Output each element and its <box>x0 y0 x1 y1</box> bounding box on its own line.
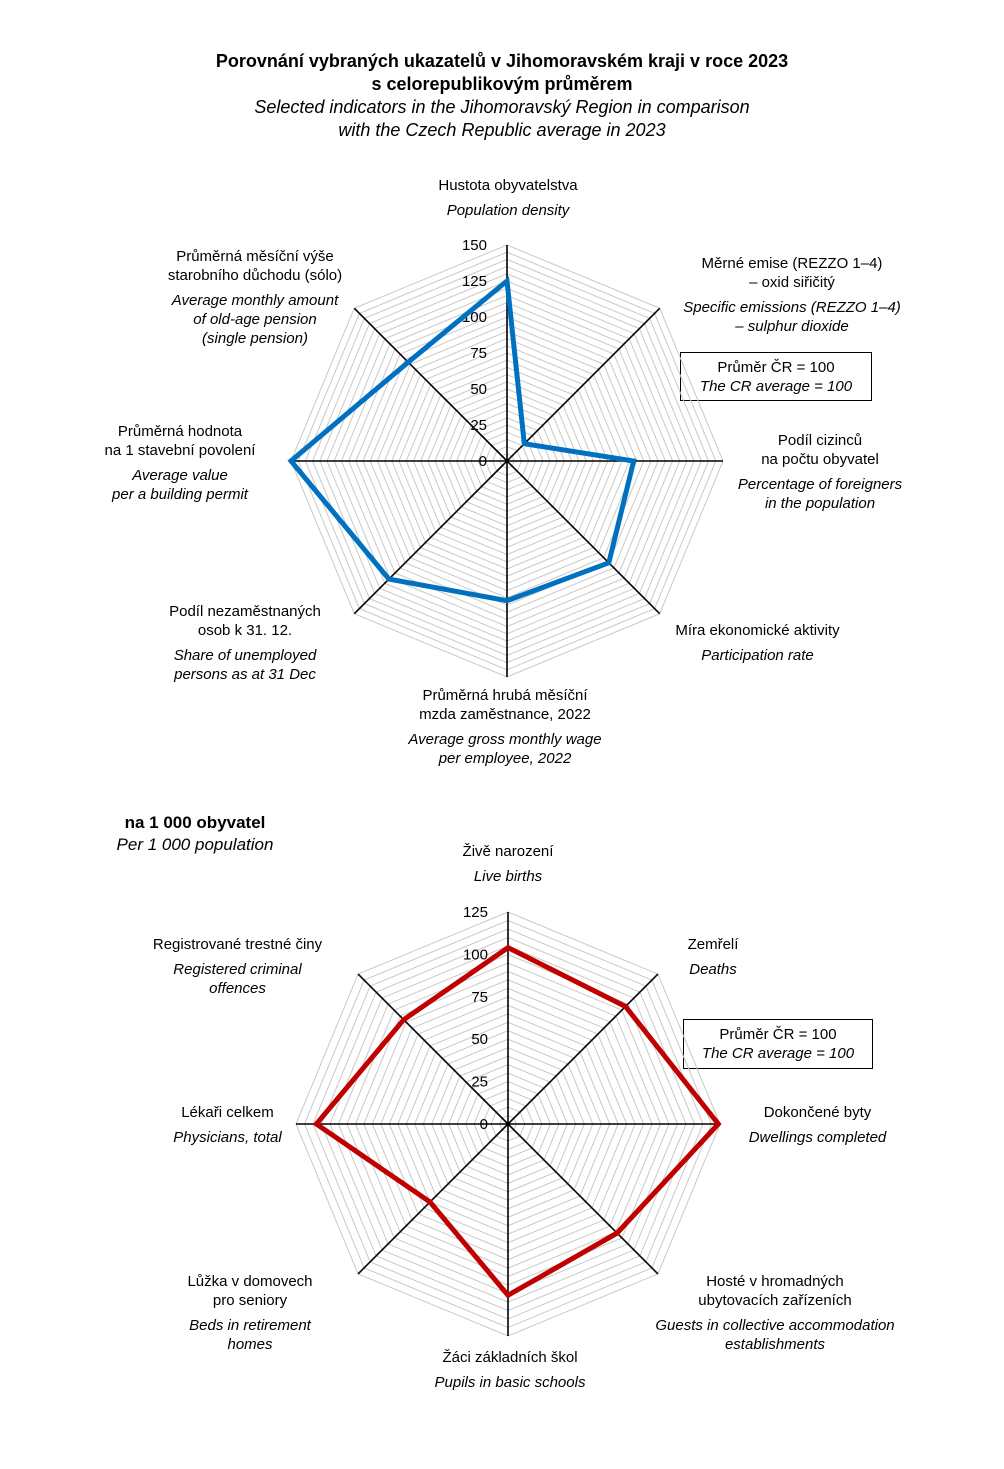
chart1-axis-label-en: per a building permit <box>112 486 248 503</box>
chart2-reference-en: The CR average = 100 <box>701 1045 855 1062</box>
chart2-axis-label <box>725 1103 910 1147</box>
chart2-tick-label: 50 <box>471 1031 488 1049</box>
chart1-axis-label-cz: Podíl nezaměstnaných <box>169 603 321 620</box>
chart1-tick-label: 50 <box>470 381 487 398</box>
chart1-axis-spoke <box>354 461 507 614</box>
chart1-tick-label: 150 <box>461 237 487 254</box>
chart1-axis-label-en: Share of unemployed <box>173 647 317 664</box>
chart1-axis-label-cz: na 1 stavební povolení <box>104 442 256 459</box>
chart2-axis-label-cz: pro seniory <box>212 1292 288 1309</box>
chart2-axis-label-cz: ubytovacích zařízeních <box>698 1292 852 1309</box>
chart2-heading-cz: na 1 000 obyvatel <box>124 813 266 832</box>
title-en-line1: Selected indicators in the Jihomoravský Region in comparison <box>254 97 750 117</box>
title-cz-line1: Porovnání vybraných ukazatelů v Jihomoravském kraji v roce 2023 <box>215 51 789 71</box>
chart2-axis-label-cz: Zemřelí <box>687 936 739 953</box>
chart1-axis-label <box>140 602 350 684</box>
chart2-tick-label: 125 <box>462 904 488 921</box>
chart2-axis-label <box>125 935 350 998</box>
chart1-axis-label-cz: – oxid siřičitý <box>749 274 835 291</box>
chart1-tick-label: 125 <box>461 273 487 290</box>
chart1-axis-label <box>370 686 640 768</box>
chart2-axis-label-en: Deaths <box>689 961 737 978</box>
chart2-axis-label-en: Live births <box>473 868 543 885</box>
chart1-axis-label-en: persons as at 31 Dec <box>174 666 316 683</box>
chart1-reference-cz: Průměr ČR = 100 <box>717 359 835 376</box>
chart2-axis-label-en: homes <box>227 1336 273 1353</box>
chart2-axis-label-cz: Žáci základních škol <box>442 1349 578 1366</box>
chart1-axis-label-cz: Průměrná hrubá měsíční <box>422 687 588 704</box>
chart1-axis-label <box>120 247 390 348</box>
chart2-tick-label: 25 <box>471 1073 488 1091</box>
chart1-axis-label-cz: Míra ekonomické aktivity <box>675 622 840 639</box>
chart2-heading-en: Per 1 000 population <box>116 835 274 854</box>
chart1-axis-label-en: Percentage of foreigners <box>737 476 903 493</box>
chart2-axis-label-cz: Lékaři celkem <box>181 1104 274 1121</box>
chart2-tick-label: 100 <box>462 946 488 964</box>
title-en-line2: with the Czech Republic average in 2023 <box>338 120 666 140</box>
chart1-axis-label-cz: osob k 31. 12. <box>197 622 293 639</box>
title-cz-line2: s celorepublikovým průměrem <box>371 74 633 94</box>
chart1-axis-label <box>652 254 932 336</box>
chart2-tick-label: 0 <box>479 1116 488 1133</box>
chart1-axis-label-en: – sulphur dioxide <box>735 318 849 335</box>
chart2-axis-label-cz: Lůžka v domovech <box>187 1273 313 1290</box>
chart1-axis-label <box>80 422 280 504</box>
chart1-axis-label-en: Average gross monthly wage <box>408 731 602 748</box>
chart2-axis-label-en: Registered criminal <box>173 961 302 978</box>
chart2-axis-spoke <box>508 974 658 1124</box>
chart1-axis-label-en: Average value <box>132 467 228 484</box>
chart1-axis-label-en: of old-age pension <box>193 311 317 328</box>
chart1-axis-label-cz: mzda zaměstnance, 2022 <box>419 706 591 723</box>
chart2-axis-label <box>408 842 608 886</box>
chart2-axis-label-cz: Živě narození <box>462 843 554 860</box>
chart1-axis-label-cz: Hustota obyvatelstva <box>438 177 578 194</box>
chart2-axis-label-cz: Hosté v hromadných <box>706 1273 844 1290</box>
chart2-axis-label <box>638 935 788 979</box>
chart2-series-line <box>316 948 718 1296</box>
chart2-axis-label <box>400 1348 620 1392</box>
chart1-axis-label-cz: starobního důchodu (sólo) <box>167 267 343 284</box>
chart2-axis-label-cz: Dokončené byty <box>763 1104 872 1121</box>
chart2-tick-label: 75 <box>471 988 488 1006</box>
chart1-axis-label <box>705 431 935 513</box>
chart1-axis-label-en: Population density <box>446 202 570 219</box>
chart2-axis-label-en: Guests in collective accommodation <box>655 1317 895 1334</box>
chart2-axis-label-en: establishments <box>724 1336 826 1353</box>
chart1-axis-label-cz: na počtu obyvatel <box>761 451 879 468</box>
chart2-axis-label <box>150 1272 350 1354</box>
chart1-tick-label: 25 <box>470 417 487 434</box>
chart1-tick-label: 100 <box>461 309 487 326</box>
chart2-axis-label-en: Dwellings completed <box>748 1129 887 1146</box>
chart1-tick-label: 75 <box>470 345 487 362</box>
chart1-axis-label-cz: Průměrná hodnota <box>117 423 243 440</box>
chart2-axis-label-cz: Registrované trestné činy <box>152 936 323 953</box>
chart2-axis-label <box>140 1103 315 1147</box>
chart2-axis-label-en: offences <box>209 980 266 997</box>
chart1-axis-label-en: per employee, 2022 <box>438 750 572 767</box>
chart1-axis-label-en: Specific emissions (REZZO 1–4) <box>683 299 901 316</box>
chart1-reference-en: The CR average = 100 <box>699 378 853 395</box>
chart1-axis-label <box>655 621 860 665</box>
chart2-reference-cz: Průměr ČR = 100 <box>719 1026 837 1043</box>
chart1-axis-label-cz: Měrné emise (REZZO 1–4) <box>701 255 883 272</box>
chart1-axis-label-en: Average monthly amount <box>171 292 339 309</box>
chart2-axis-label-en: Physicians, total <box>173 1129 282 1146</box>
chart1-axis-spoke <box>507 308 660 461</box>
chart1-axis-label-cz: Podíl cizinců <box>777 432 863 449</box>
chart1-axis-label-en: (single pension) <box>202 330 308 347</box>
chart2-axis-label <box>625 1272 925 1354</box>
chart1-axis-label-cz: Průměrná měsíční výše <box>176 248 334 265</box>
chart2-axis-label-en: Beds in retirement <box>189 1317 311 1334</box>
chart2-axis-label-en: Pupils in basic schools <box>434 1374 586 1391</box>
chart1-axis-label-en: in the population <box>764 495 876 512</box>
chart1-tick-label: 0 <box>478 453 487 470</box>
chart1-axis-label-en: Participation rate <box>701 647 814 664</box>
chart2-axis-spoke <box>358 1124 508 1274</box>
chart1-axis-label <box>398 176 618 220</box>
